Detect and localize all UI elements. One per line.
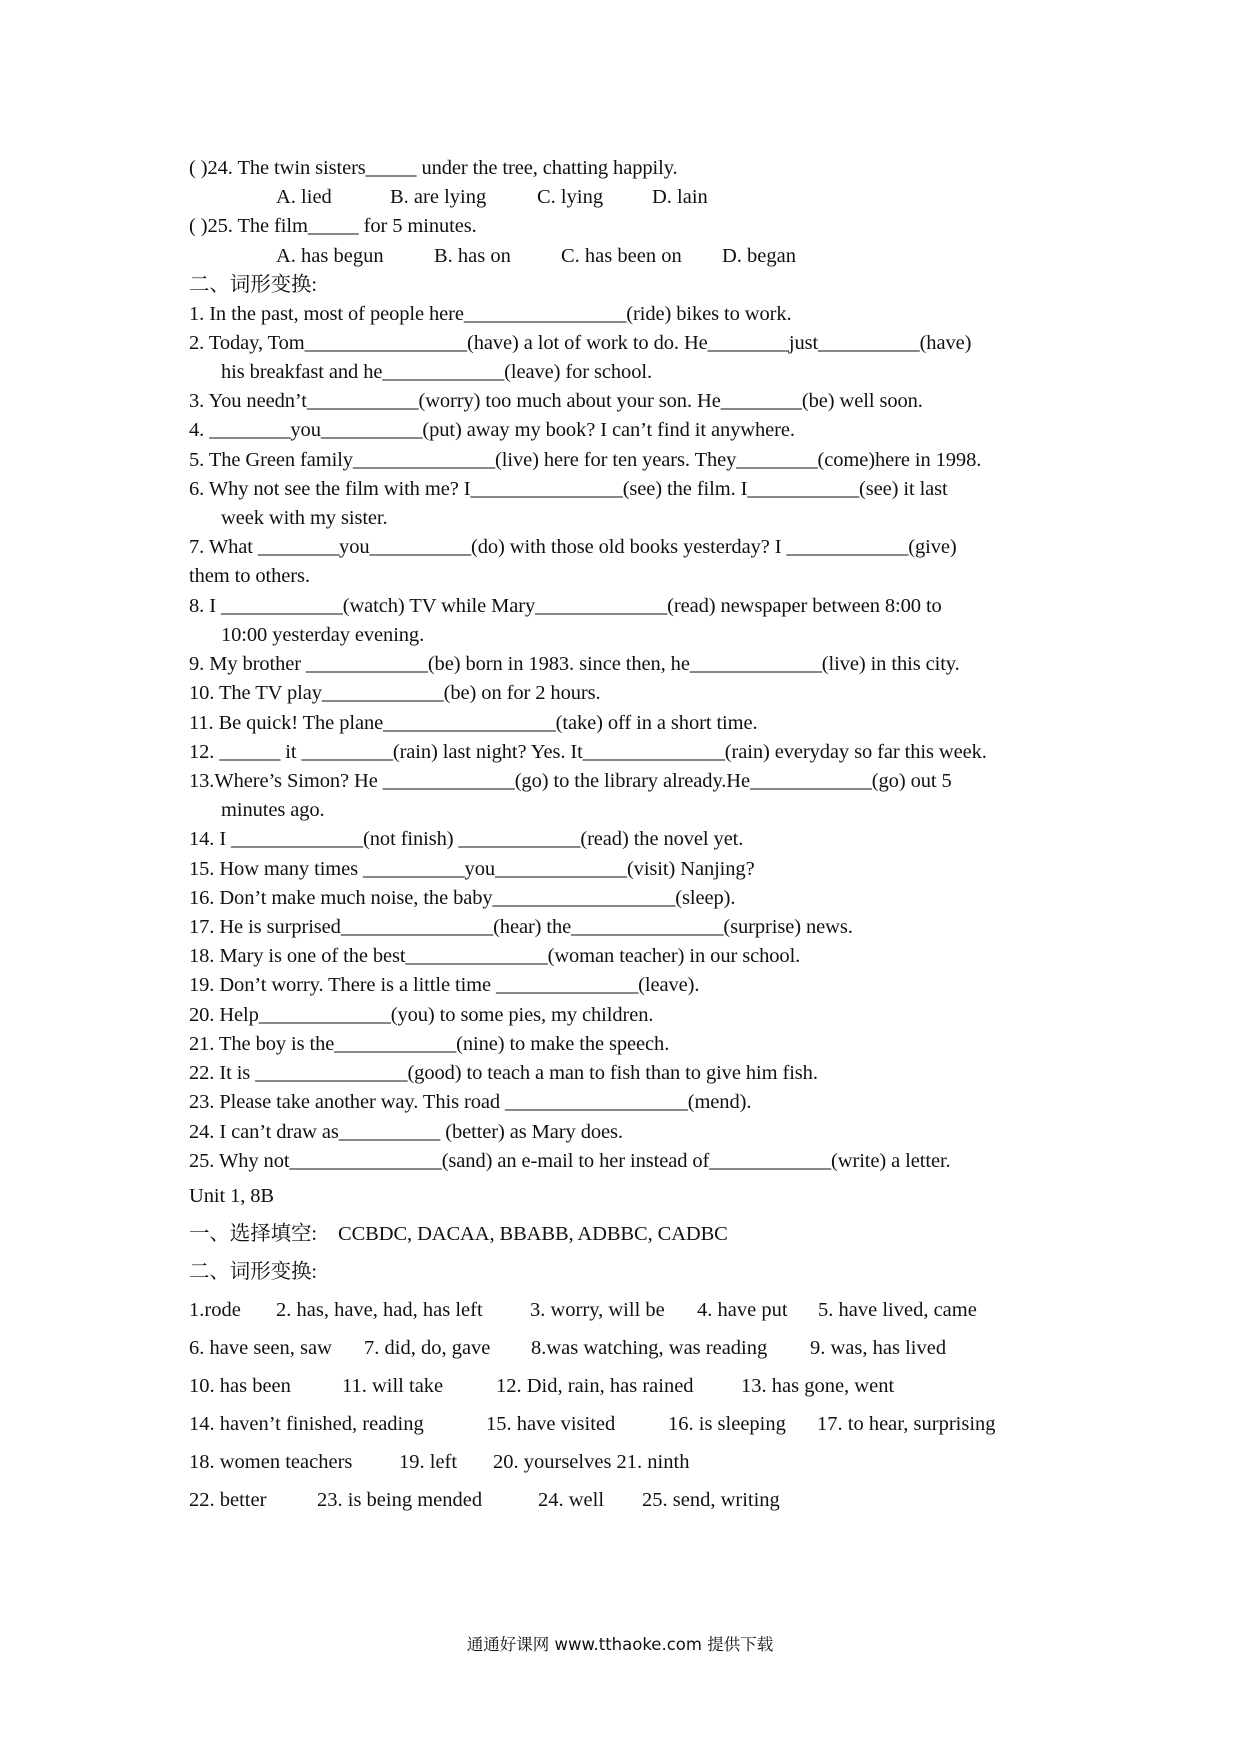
answer-item: 8.was watching, was reading (531, 1337, 768, 1359)
exercise-line: 3. You needn’t___________(worry) too much about your son. He________(be) well soon. (189, 390, 923, 412)
mc-question-24: ( )24. The twin sisters_____ under the tree, chatting happily. (189, 157, 678, 179)
answers-mc-row (189, 1222, 728, 1246)
exercise-line: 19. Don’t worry. There is a little time ______________(leave). (189, 974, 700, 996)
unit-title: Unit 1, 8B (189, 1185, 274, 1207)
answer-item: 22. better (189, 1489, 267, 1511)
answers-mc-values: CCBDC, DACAA, BBABB, ADBBC, CADBC (338, 1223, 728, 1245)
answer-item: 2. has, have, had, has left (276, 1299, 483, 1321)
answer-item: 16. is sleeping (668, 1413, 786, 1435)
answer-item: 11. will take (342, 1375, 444, 1397)
answer-item: 10. has been (189, 1375, 291, 1397)
exercise-line: his breakfast and he____________(leave) for school. (221, 361, 652, 383)
answer-item: 24. well (538, 1489, 605, 1511)
option-b: B. are lying (390, 186, 487, 208)
exercise-line: 4. ________you__________(put) away my book? I can’t find it anywhere. (189, 419, 795, 441)
option-d: D. lain (652, 186, 708, 208)
exercise-line: 12. ______ it _________(rain) last night? Yes. It______________(rain) everyday so far this week. (189, 741, 987, 763)
answer-item: 3. worry, will be (530, 1299, 665, 1321)
exercise-line: 13.Where’s Simon? He _____________(go) to the library already.He____________(go) out 5 (189, 770, 952, 792)
mc-question-25: ( )25. The film_____ for 5 minutes. (189, 215, 477, 237)
option-c: C. has been on (561, 245, 682, 267)
answer-item: 4. have put (697, 1299, 788, 1321)
answer-item: 25. send, writing (642, 1489, 780, 1511)
answer-item: 13. has gone, went (741, 1375, 895, 1397)
answer-item: 1.rode (189, 1299, 241, 1321)
answer-item: 20. yourselves 21. ninth (493, 1451, 690, 1473)
answer-item: 7. did, do, gave (364, 1337, 491, 1359)
exercise-line: 2. Today, Tom________________(have) a lot of work to do. He________just__________(have) (189, 332, 972, 354)
exercise-line: 21. The boy is the____________(nine) to make the speech. (189, 1033, 670, 1055)
section-heading-word-forms: 二、词形变换: (189, 274, 317, 296)
page-footer: 通通好课网 www.tthaoke.com 提供下载 (466, 1635, 774, 1654)
exercise-line: 14. I _____________(not finish) ____________(read) the novel yet. (189, 828, 744, 850)
answer-item: 15. have visited (486, 1413, 616, 1435)
exercise-line: 1. In the past, most of people here________________(ride) bikes to work. (189, 303, 792, 325)
exercise-line: 18. Mary is one of the best______________(woman teacher) in our school. (189, 945, 801, 967)
answer-item: 12. Did, rain, has rained (496, 1375, 694, 1397)
option-c: C. lying (537, 186, 604, 208)
option-b: B. has on (434, 245, 511, 267)
exercise-line: 17. He is surprised_______________(hear) the_______________(surprise) news. (189, 916, 853, 938)
option-a: A. lied (276, 186, 332, 208)
exercise-line: 25. Why not_______________(sand) an e-mail to her instead of____________(write) a letter. (189, 1150, 951, 1172)
exercise-line: 11. Be quick! The plane_________________(take) off in a short time. (189, 712, 758, 734)
exercise-line: 24. I can’t draw as__________ (better) as Mary does. (189, 1121, 623, 1143)
option-d: D. began (722, 245, 797, 267)
answer-item: 17. to hear, surprising (817, 1413, 996, 1435)
exercise-line: 6. Why not see the film with me? I_______________(see) the film. I___________(see) it last (189, 478, 948, 500)
exercise-line: 15. How many times __________you_____________(visit) Nanjing? (189, 858, 755, 880)
exercise-line: 10:00 yesterday evening. (221, 624, 425, 646)
answer-item: 14. haven’t finished, reading (189, 1413, 424, 1435)
answers-wf-label: 二、词形变换: (189, 1261, 317, 1283)
exercise-line: week with my sister. (221, 507, 388, 529)
exercise-line: 23. Please take another way. This road __________________(mend). (189, 1091, 752, 1113)
exercise-line: 22. It is _______________(good) to teach a man to fish than to give him fish. (189, 1062, 818, 1084)
answer-item: 6. have seen, saw (189, 1337, 332, 1359)
exercise-line: 5. The Green family______________(live) here for ten years. They________(come)here in 1998. (189, 449, 982, 471)
exercise-line: 9. My brother ____________(be) born in 1983. since then, he_____________(live) in this city. (189, 653, 960, 675)
exercise-line: 20. Help_____________(you) to some pies, my children. (189, 1004, 654, 1026)
exercise-line: 16. Don’t make much noise, the baby__________________(sleep). (189, 887, 736, 909)
exercise-line: 7. What ________you__________(do) with those old books yesterday? I ____________(give) (189, 536, 957, 558)
answer-item: 19. left (399, 1451, 458, 1473)
answers-mc-label: 一、选择填空: (189, 1223, 317, 1245)
exercise-line: minutes ago. (221, 799, 325, 821)
answer-item: 5. have lived, came (818, 1299, 977, 1321)
answer-item: 9. was, has lived (810, 1337, 947, 1359)
answer-item: 23. is being mended (317, 1489, 483, 1511)
answer-item: 18. women teachers (189, 1451, 353, 1473)
exercise-line: them to others. (189, 565, 310, 587)
exercise-line: 8. I ____________(watch) TV while Mary_____________(read) newspaper between 8:00 to (189, 595, 942, 617)
option-a: A. has begun (276, 245, 384, 267)
exercise-line: 10. The TV play____________(be) on for 2 hours. (189, 682, 601, 704)
